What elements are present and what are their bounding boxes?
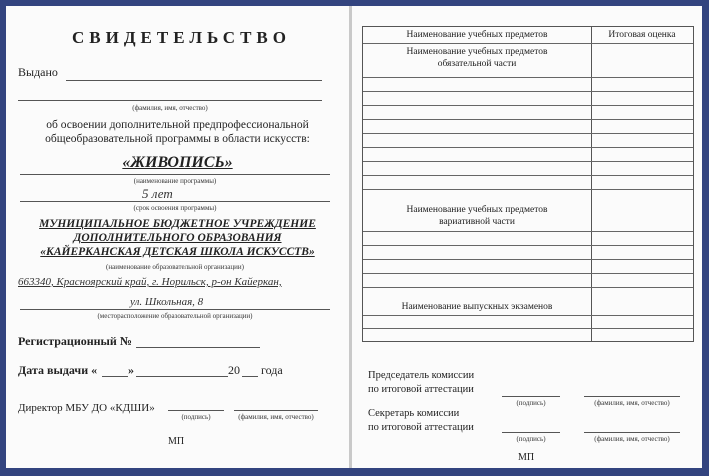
chair-name-line xyxy=(584,396,680,397)
program-caption: (наименование программы) xyxy=(133,177,217,185)
director-name-line xyxy=(234,410,318,411)
registration-line xyxy=(136,347,260,348)
variable-heading-1: Наименование учебных предметов xyxy=(406,205,548,215)
mandatory-heading-1: Наименование учебных предметов xyxy=(406,47,548,57)
table-row xyxy=(363,105,693,106)
date-month-line xyxy=(136,376,228,377)
registration-label: Регистрационный № xyxy=(18,334,132,348)
org-caption: (наименование образовательной организации) xyxy=(106,263,244,271)
address-line-1: 663340, Красноярский край, г. Норильск, р-он Кайеркан, xyxy=(18,276,282,288)
table-row xyxy=(363,273,693,274)
table-row xyxy=(363,231,693,232)
secretary-name-line xyxy=(584,432,680,433)
intro-line-1: об освоении дополнительной предпрофессиональной xyxy=(46,119,309,131)
date-suffix: года xyxy=(261,363,283,377)
term-line xyxy=(20,201,330,202)
table-row xyxy=(363,259,693,260)
table-row xyxy=(363,133,693,134)
chair-name-caption: (фамилия, имя, отчество) xyxy=(594,399,670,407)
stamp-place-right: МП xyxy=(518,452,535,463)
address-line xyxy=(20,309,330,310)
chair-label-2: по итоговой аттестации xyxy=(368,384,474,395)
chair-sign-caption: (подпись) xyxy=(516,399,546,407)
table-row xyxy=(363,245,693,246)
certificate-title: СВИДЕТЕЛЬСТВО xyxy=(72,28,291,47)
table-row xyxy=(363,328,693,329)
issued-caption: (фамилия, имя, отчество) xyxy=(132,104,208,112)
subjects-table xyxy=(362,26,694,342)
stamp-place-left: МП xyxy=(168,436,185,447)
table-row xyxy=(363,161,693,162)
mandatory-heading-2: обязательной части xyxy=(437,59,517,69)
chair-label-1: Председатель комиссии xyxy=(368,370,475,381)
table-row xyxy=(363,189,693,190)
program-term: 5 лет xyxy=(142,186,173,201)
secretary-sign-line xyxy=(502,432,560,433)
header-subjects: Наименование учебных предметов xyxy=(406,30,548,40)
address-line-2: ул. Школьная, 8 xyxy=(130,296,204,308)
table-row xyxy=(363,147,693,148)
left-page xyxy=(6,6,349,468)
org-line-3: «КАЙЕРКАНСКАЯ ДЕТСКАЯ ШКОЛА ИСКУССТВ» xyxy=(40,246,315,258)
date-day-line xyxy=(102,376,128,377)
intro-line-2: общеобразовательной программы в области искусств: xyxy=(45,133,310,145)
issued-line-2 xyxy=(18,100,322,101)
chair-sign-line xyxy=(502,396,560,397)
issued-line-1 xyxy=(66,80,322,81)
secretary-name-caption: (фамилия, имя, отчество) xyxy=(594,435,670,443)
director-sign-line xyxy=(168,410,224,411)
table-row xyxy=(363,175,693,176)
exams-heading: Наименование выпускных экзаменов xyxy=(401,302,553,312)
director-label: Директор МБУ ДО «КДШИ» xyxy=(18,402,155,414)
issue-date-label: Дата выдачи « xyxy=(18,363,98,377)
term-caption: (срок освоения программы) xyxy=(133,204,217,212)
address-caption: (месторасположение образовательной организации) xyxy=(97,312,253,320)
table-row xyxy=(363,315,693,316)
director-sign-caption: (подпись) xyxy=(181,413,211,421)
date-quote: » xyxy=(128,363,134,377)
table-row xyxy=(363,77,693,78)
header-grade: Итоговая оценка xyxy=(608,30,676,40)
program-line xyxy=(20,174,330,175)
secretary-label-2: по итоговой аттестации xyxy=(368,422,474,433)
table-row xyxy=(363,91,693,92)
table-row xyxy=(363,119,693,120)
table-row xyxy=(363,43,693,44)
table-row xyxy=(363,287,693,288)
secretary-label-1: Секретарь комиссии xyxy=(368,408,460,419)
date-year: 20 xyxy=(228,363,240,377)
variable-heading-2: вариативной части xyxy=(439,217,515,227)
date-year-line xyxy=(242,376,258,377)
secretary-sign-caption: (подпись) xyxy=(516,435,546,443)
org-line-1: МУНИЦИПАЛЬНОЕ БЮДЖЕТНОЕ УЧРЕЖДЕНИЕ xyxy=(39,218,316,230)
program-name: «ЖИВОПИСЬ» xyxy=(122,154,233,171)
issued-label: Выдано xyxy=(18,65,58,79)
director-name-caption: (фамилия, имя, отчество) xyxy=(238,413,314,421)
org-line-2: ДОПОЛНИТЕЛЬНОГО ОБРАЗОВАНИЯ xyxy=(73,232,282,244)
table-column-divider xyxy=(591,27,592,341)
right-page xyxy=(352,6,702,468)
